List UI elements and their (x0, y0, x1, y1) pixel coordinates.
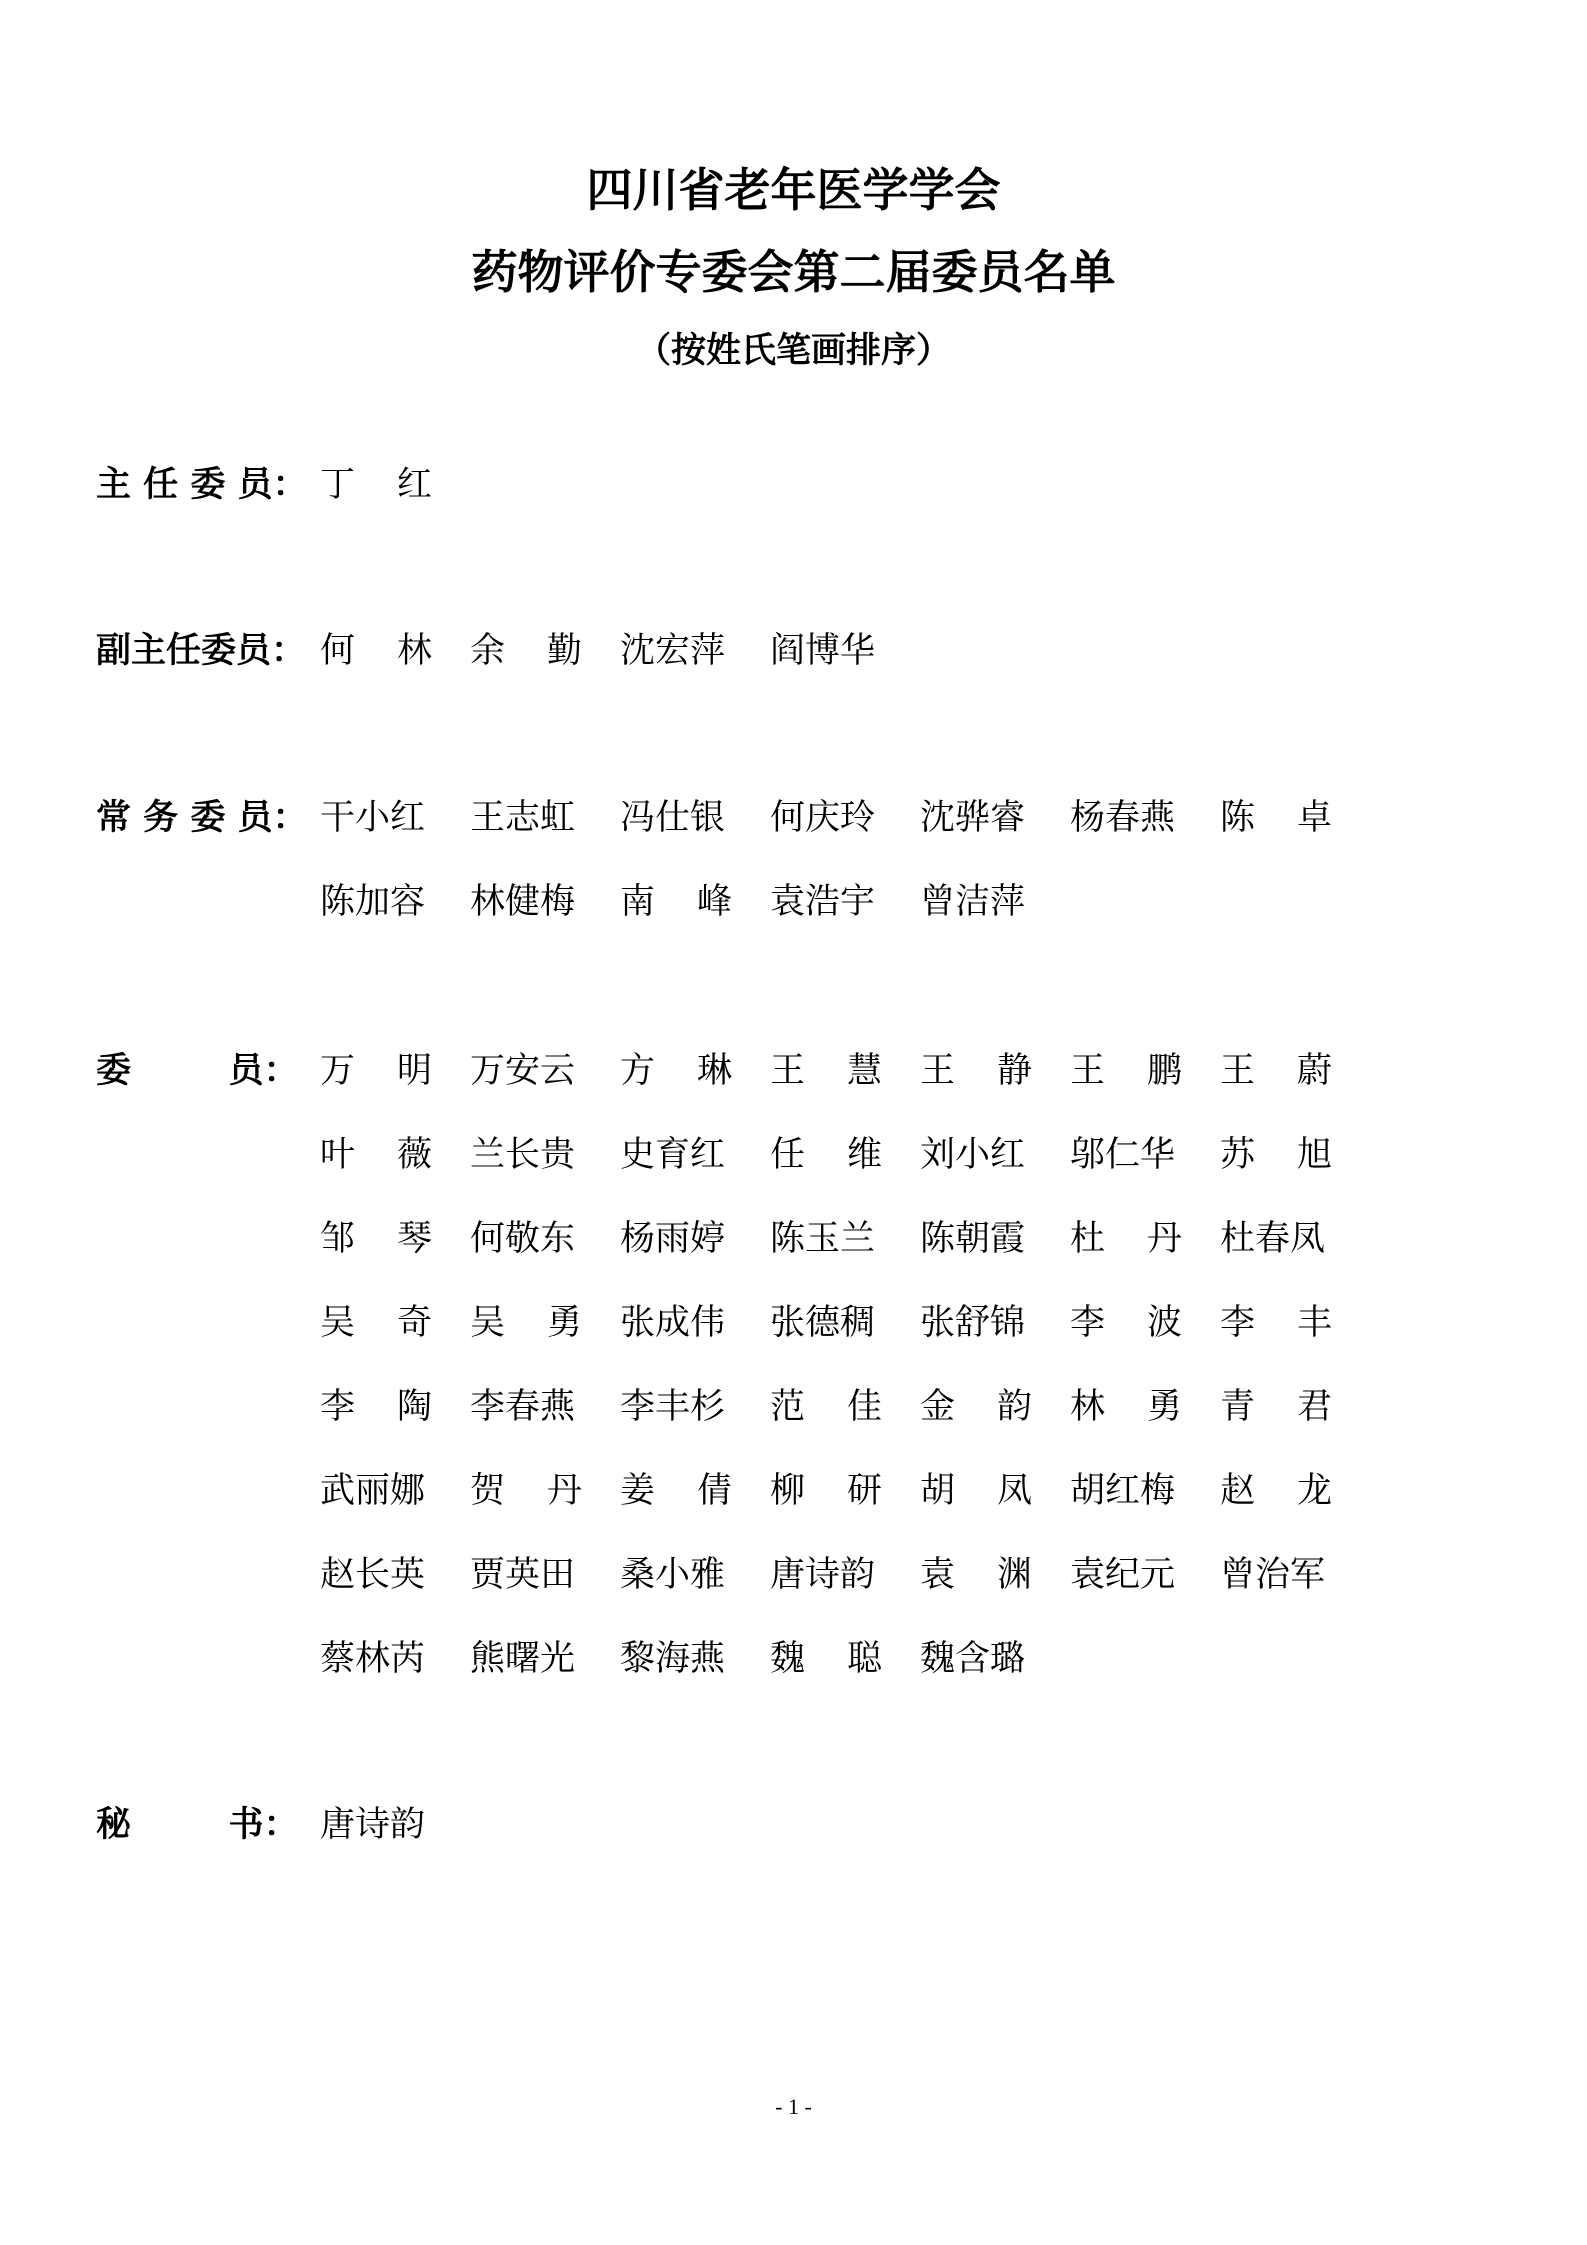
name-list (320, 626, 1332, 676)
member-name: 任 维 (770, 1135, 882, 1175)
member-name: 姜 倩 (620, 1471, 732, 1511)
member-name: 刘小红 (920, 1135, 1026, 1175)
member-name: 吴 奇 (320, 1303, 432, 1343)
member-name: 李 波 (1070, 1303, 1182, 1343)
member-name: 何庆玲 (770, 798, 876, 838)
member-name: 李丰杉 (620, 1387, 726, 1427)
member-name: 桑小雅 (620, 1555, 726, 1595)
member-name: 唐诗韵 (770, 1555, 876, 1595)
member-name: 贺 丹 (470, 1471, 582, 1511)
member-name: 苏 旭 (1220, 1135, 1332, 1175)
member-name: 曾洁萍 (920, 882, 1026, 922)
member-name: 王 静 (920, 1051, 1032, 1091)
member-name: 赵 龙 (1220, 1471, 1332, 1511)
member-name: 袁 渊 (920, 1555, 1032, 1595)
name-list (320, 1800, 1332, 1850)
member-name: 李春燕 (470, 1387, 576, 1427)
member-name: 袁浩宇 (770, 882, 876, 922)
member-name: 邬仁华 (1070, 1135, 1176, 1175)
section-label: 秘 书： (96, 1805, 299, 1845)
member-name: 杨春燕 (1070, 798, 1176, 838)
section-label: 副主任委员： (96, 631, 307, 671)
member-name: 干小红 (320, 798, 426, 838)
member-name: 阎博华 (770, 631, 876, 671)
member-name: 魏 聪 (770, 1639, 882, 1679)
member-name: 熊曙光 (470, 1639, 576, 1679)
member-name: 陈玉兰 (770, 1219, 876, 1259)
member-name: 李 丰 (1220, 1303, 1332, 1343)
member-name: 杜春凤 (1220, 1219, 1326, 1259)
member-name: 陈朝霞 (920, 1219, 1026, 1259)
document-subtitle-committee: 药物评价专委会第二届委员名单 (471, 245, 1116, 299)
member-name: 张成伟 (620, 1303, 726, 1343)
member-name: 王 蔚 (1220, 1051, 1332, 1091)
member-name: 唐诗韵 (320, 1805, 426, 1845)
member-name: 陈 卓 (1220, 798, 1332, 838)
member-name: 丁 红 (320, 465, 432, 505)
member-name: 贾英田 (470, 1555, 576, 1595)
member-name: 曾治军 (1220, 1555, 1326, 1595)
member-name: 万 明 (320, 1051, 432, 1091)
member-name: 叶 薇 (320, 1135, 432, 1175)
member-name: 范 佳 (770, 1387, 882, 1427)
member-name: 杨雨婷 (620, 1219, 726, 1259)
member-name: 沈宏萍 (620, 631, 726, 671)
section-label: 主 任 委 员： (96, 465, 308, 505)
member-name: 金 韵 (920, 1387, 1032, 1427)
sort-note: （按姓氏笔画排序） (635, 331, 951, 371)
member-name: 杜 丹 (1070, 1219, 1182, 1259)
member-name: 余 勤 (470, 631, 582, 671)
member-name: 张舒锦 (920, 1303, 1026, 1343)
member-name: 沈骅睿 (920, 798, 1026, 838)
member-name: 史育红 (620, 1135, 726, 1175)
member-name: 青 君 (1220, 1387, 1332, 1427)
member-name: 袁纪元 (1070, 1555, 1176, 1595)
member-name: 南 峰 (620, 882, 732, 922)
member-name: 吴 勇 (470, 1303, 582, 1343)
member-name: 何敬东 (470, 1219, 576, 1259)
member-name: 邹 琴 (320, 1219, 432, 1259)
name-list (320, 1046, 1332, 1684)
member-name: 林 勇 (1070, 1387, 1182, 1427)
member-name: 何 林 (320, 631, 432, 671)
member-name: 武丽娜 (320, 1471, 426, 1511)
member-name: 张德稠 (770, 1303, 876, 1343)
section-label: 常 务 委 员： (96, 798, 308, 838)
page-number: - 1 - (775, 2094, 812, 2119)
member-name: 赵长英 (320, 1555, 426, 1595)
name-list (320, 460, 1332, 510)
member-name: 冯仕银 (620, 798, 726, 838)
document-title: 四川省老年医学学会 (586, 163, 1001, 217)
member-name: 魏含璐 (920, 1639, 1026, 1679)
member-name: 兰长贵 (470, 1135, 576, 1175)
member-name: 蔡林芮 (320, 1639, 426, 1679)
member-name: 林健梅 (470, 882, 576, 922)
member-name: 万安云 (470, 1051, 576, 1091)
member-name: 王志虹 (470, 798, 576, 838)
member-name: 陈加容 (320, 882, 426, 922)
member-name: 李 陶 (320, 1387, 432, 1427)
member-name: 黎海燕 (620, 1639, 726, 1679)
member-name: 胡 凤 (920, 1471, 1032, 1511)
member-name: 柳 研 (770, 1471, 882, 1511)
member-name: 王 鹏 (1070, 1051, 1182, 1091)
member-name: 王 慧 (770, 1051, 882, 1091)
member-name: 胡红梅 (1070, 1471, 1176, 1511)
member-name: 方 琳 (620, 1051, 732, 1091)
section-label: 委 员： (96, 1051, 299, 1091)
name-list (320, 793, 1332, 927)
